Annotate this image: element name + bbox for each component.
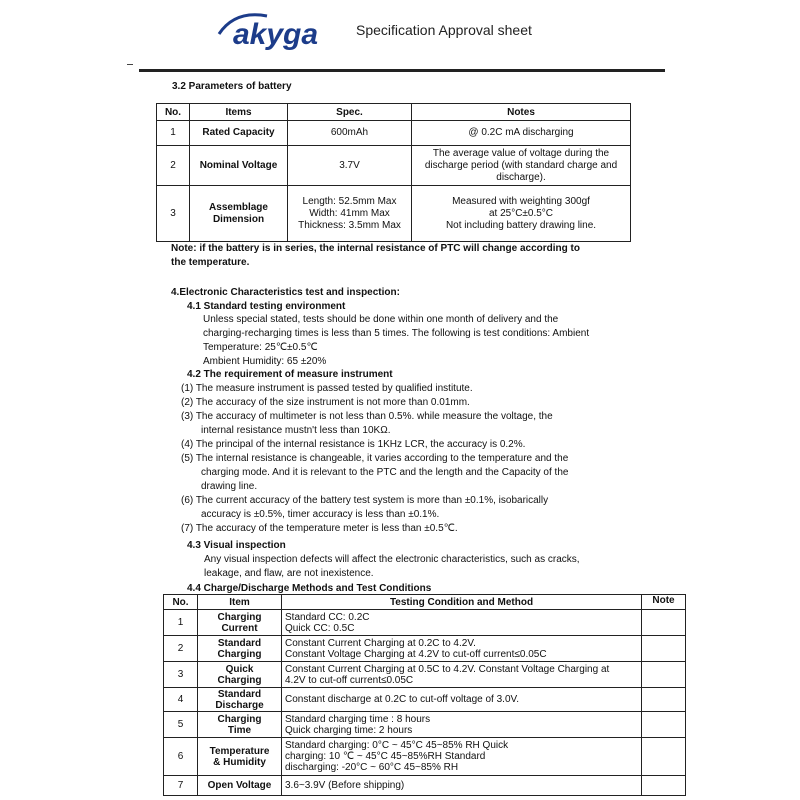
row-number: 6 <box>164 738 198 776</box>
row-number: 1 <box>157 121 190 146</box>
paragraph-4-2 <box>181 382 568 536</box>
row-note <box>642 776 686 796</box>
text-line: Temperature: 25℃±0.5℃ <box>203 342 318 353</box>
text-line: charging-recharging times is less than 5 times. The following is test conditions: Ambient <box>203 328 590 339</box>
note-line-1: Note: if the battery is in series, the internal resistance of PTC will change according to <box>171 243 580 254</box>
row-spec: 600mAh <box>288 121 412 146</box>
row-item: Temperature & Humidity <box>198 738 282 776</box>
list-item-continuation: internal resistance mustn't less than 10KΩ. <box>201 425 391 436</box>
row-note <box>642 712 686 738</box>
row-condition: Standard charging time : 8 hours Quick charging time: 2 hours <box>282 712 642 738</box>
row-notes: The average value of voltage during the discharge period (with standard charge and discharge). <box>412 146 631 186</box>
list-item: (6) The current accuracy of the battery test system is more than ±0.1%, isobarically <box>181 495 549 506</box>
akyga-logo <box>213 6 323 54</box>
text-line: leakage, and flaw, are not inexistence. <box>204 568 374 579</box>
list-item-continuation: charging mode. And it is relevant to the PTC and the length and the Capacity of the <box>201 467 569 478</box>
text-line: Any visual inspection defects will affect the electronic characteristics, such as cracks, <box>204 554 580 565</box>
text-line: Unless special stated, tests should be done within one month of delivery and the <box>203 314 559 325</box>
section-heading-3-2: 3.2 Parameters of battery <box>172 81 292 92</box>
table-header-row <box>157 104 631 121</box>
row-item: Nominal Voltage <box>190 146 288 186</box>
row-number: 3 <box>157 186 190 242</box>
table-row <box>164 688 686 712</box>
list-item: (7) The accuracy of the temperature meter is less than ±0.5℃. <box>181 523 458 534</box>
row-spec: 3.7V <box>288 146 412 186</box>
row-item: Standard Charging <box>198 636 282 662</box>
table-row <box>164 738 686 776</box>
column-header: No. <box>164 595 198 610</box>
table-row <box>157 146 631 186</box>
list-item: (5) The internal resistance is changeable, it varies according to the temperature and the <box>181 453 569 464</box>
row-condition: Constant Current Charging at 0.2C to 4.2V. Constant Voltage Charging at 4.2V to cut-off current≤0.05C <box>282 636 642 662</box>
row-note <box>642 688 686 712</box>
row-note <box>642 636 686 662</box>
table-row <box>157 186 631 242</box>
column-header: Notes <box>412 104 631 121</box>
list-item-continuation: accuracy is ±0.5%, timer accuracy is less than ±0.1%. <box>201 509 440 520</box>
row-item: Rated Capacity <box>190 121 288 146</box>
paragraph-4-3 <box>204 553 580 581</box>
row-spec: Length: 52.5mm Max Width: 41mm Max Thickness: 3.5mm Max <box>288 186 412 242</box>
row-item: Charging Current <box>198 610 282 636</box>
row-condition: Constant Current Charging at 0.5C to 4.2V. Constant Voltage Charging at 4.2V to cut-off current≤0.05C <box>282 662 642 688</box>
row-number: 4 <box>164 688 198 712</box>
row-condition: Standard CC: 0.2C Quick CC: 0.5C <box>282 610 642 636</box>
row-notes: Measured with weighting 300gf at 25°C±0.5°C Not including battery drawing line. <box>412 186 631 242</box>
row-condition: 3.6~3.9V (Before shipping) <box>282 776 642 796</box>
column-header: Item <box>198 595 282 610</box>
table-header-row <box>164 595 686 610</box>
row-number: 2 <box>164 636 198 662</box>
table-row <box>157 121 631 146</box>
margin-mark <box>127 64 133 65</box>
section-heading-4: 4.Electronic Characteristics test and inspection: <box>171 287 400 298</box>
subheading-4-3: 4.3 Visual inspection <box>187 540 286 551</box>
column-header: Note <box>642 595 686 610</box>
header-divider <box>139 69 665 72</box>
table-row <box>164 662 686 688</box>
table-row <box>164 712 686 738</box>
note-line-2: the temperature. <box>171 257 250 268</box>
row-number: 3 <box>164 662 198 688</box>
row-number: 1 <box>164 610 198 636</box>
list-item: (1) The measure instrument is passed tested by qualified institute. <box>181 383 473 394</box>
list-item: (4) The principal of the internal resistance is 1KHz LCR, the accuracy is 0.2%. <box>181 439 526 450</box>
column-header: Testing Condition and Method <box>282 595 642 610</box>
subheading-4-1: 4.1 Standard testing environment <box>187 301 346 312</box>
row-notes: @ 0.2C mA discharging <box>412 121 631 146</box>
charge-discharge-table <box>163 594 686 796</box>
column-header: No. <box>157 104 190 121</box>
logo-text: akyga <box>233 18 319 51</box>
row-item: Standard Discharge <box>198 688 282 712</box>
row-note <box>642 738 686 776</box>
row-item: Charging Time <box>198 712 282 738</box>
table-row <box>164 776 686 796</box>
page-title: Specification Approval sheet <box>356 22 532 38</box>
battery-parameters-table <box>156 103 631 242</box>
table-row <box>164 636 686 662</box>
row-condition: Standard charging: 0°C ~ 45°C 45~85% RH Quick charging: 10 ℃ ~ 45°C 45~85%RH Standard discharging: -20°C ~ 60°C 45~85% RH <box>282 738 642 776</box>
row-item: Quick Charging <box>198 662 282 688</box>
row-number: 7 <box>164 776 198 796</box>
row-number: 2 <box>157 146 190 186</box>
column-header: Spec. <box>288 104 412 121</box>
row-note <box>642 610 686 636</box>
subheading-4-4: 4.4 Charge/Discharge Methods and Test Conditions <box>187 583 432 594</box>
list-item-continuation: drawing line. <box>201 481 258 492</box>
row-number: 5 <box>164 712 198 738</box>
list-item: (2) The accuracy of the size instrument is not more than 0.01mm. <box>181 397 470 408</box>
row-condition: Constant discharge at 0.2C to cut-off voltage of 3.0V. <box>282 688 642 712</box>
row-item: Assemblage Dimension <box>190 186 288 242</box>
subheading-4-2: 4.2 The requirement of measure instrument <box>187 369 393 380</box>
paragraph-4-1 <box>203 313 589 369</box>
row-note <box>642 662 686 688</box>
row-item: Open Voltage <box>198 776 282 796</box>
text-line: Ambient Humidity: 65 ±20% <box>203 356 327 367</box>
table-row <box>164 610 686 636</box>
list-item: (3) The accuracy of multimeter is not less than 0.5%. while measure the voltage, the <box>181 411 553 422</box>
column-header: Items <box>190 104 288 121</box>
